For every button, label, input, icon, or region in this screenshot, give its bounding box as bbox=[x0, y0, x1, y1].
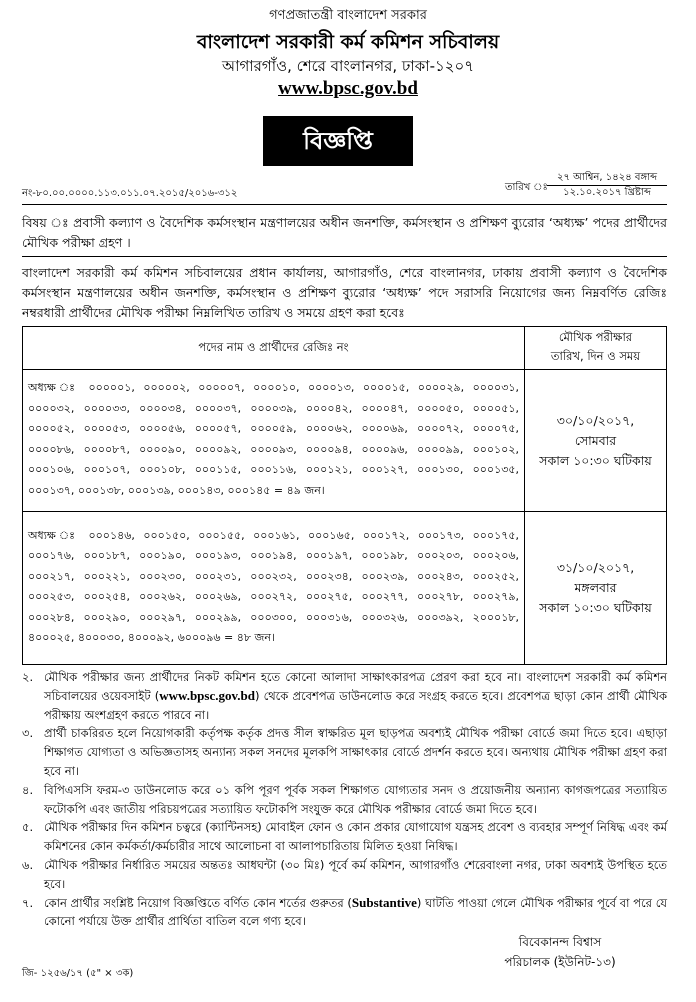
item-number: ৫. bbox=[22, 820, 34, 835]
column-header-date-line2: তারিখ, দিন ও সময় bbox=[550, 349, 641, 363]
item-emphasis: Substantive bbox=[351, 894, 417, 910]
item-text-part: মৌখিক পরীক্ষার জন্য প্রার্থীদের নিকট কমিশন হতে কোনো আলাদা সাক্ষাৎকারপত্র প্রেরণ করা হবে না। বাংলাদেশ সরকারী কর্ম কমিশন সচিবালয়ের ওয়েবসাইট ( bbox=[44, 670, 667, 703]
item-text-part: কোন প্রার্থীর সংশ্লিষ্ট নিয়োগ বিজ্ঞপ্তিতে বর্ণিত কোন শর্তের গুরুতর ( bbox=[44, 895, 352, 910]
item-text-part: ) ঘাটতি পাওয়া গেলে মৌখিক পরীক্ষার পূর্বে বা পরে যে কোনো পর্যায়ে উক্ত প্রার্থীর প্রার্থিতা বাতিল বলে গণ্য হবে। bbox=[44, 895, 667, 929]
divider bbox=[22, 256, 667, 257]
list-item bbox=[22, 724, 667, 780]
item-text: প্রার্থী চাকরিরত হলে নিয়োগকারী কর্তৃপক্ষ কর্তৃক প্রদত্ত সীল স্বাক্ষরিত মূল ছাড়পত্র অবশ্যই মৌখিক পরীক্ষা বোর্ডে জমা দিতে হবে। এছাড়া শিক্ষাগত যোগ্যতা ও অভিজ্ঞতাসহ অন্যান্য সকল সনদের মূলকপি সাক্ষাৎকার বোর্ডে প্রদর্শন করতে হবে। অন্যথায় মৌখিক পরীক্ষা গ্রহণ করা হবে না। bbox=[44, 726, 667, 778]
item-number: ৬. bbox=[22, 857, 34, 872]
subject-line: বিষয় ঃ প্রবাসী কল্যাণ ও বৈদেশিক কর্মসংস্থান মন্ত্রণালয়ের অধীন জনশক্তি, কর্মসংস্থান ও প্রশিক্ষণ ব্যুরোর ‘অধ্যক্ষ’ পদের প্রার্থীদের মৌখিক পরীক্ষা গ্রহণ । bbox=[22, 215, 667, 250]
item-text bbox=[44, 894, 667, 932]
list-item bbox=[22, 818, 667, 856]
memo-date bbox=[547, 171, 667, 200]
item-number: ৪. bbox=[22, 782, 34, 797]
item-text-part: ) থেকে প্রবেশপত্র ডাউনলোড করে সংগ্রহ করতে হবে। প্রবেশপত্র ছাড়া কোন প্রার্থী মৌখিক পরীক্ষায় অংশগ্রহণ করতে পারবে না। bbox=[44, 688, 667, 722]
organization-name: বাংলাদেশ সরকারী কর্ম কমিশন সচিবালয় bbox=[196, 31, 500, 53]
memo-number: নং-৮০.০০.০০০০.১১৩.০১১.০৭.২০১৫/২০১৬-৩১২ bbox=[22, 188, 238, 199]
table-header-row bbox=[23, 327, 667, 370]
column-header-date bbox=[525, 327, 667, 370]
list-item bbox=[22, 781, 667, 819]
item-number: ৩. bbox=[22, 726, 34, 741]
list-item bbox=[22, 668, 667, 724]
interview-time: সকাল ১০:৩০ ঘটিকায় bbox=[539, 600, 652, 615]
signatory-name: বিবেকানন্দ বিশ্বাস bbox=[518, 935, 602, 949]
interview-date: ৩০/১০/২০১৭, bbox=[556, 412, 635, 428]
column-header-candidates: পদের নাম ও প্রার্থীদের রেজিঃ নং bbox=[23, 327, 525, 370]
interview-schedule-cell bbox=[525, 370, 667, 512]
interview-date: ৩১/১০/২০১৭, bbox=[556, 560, 635, 575]
item-text: মৌখিক পরীক্ষার নির্ধারিত সময়ের অন্ততঃ আধঘন্টা (৩০ মিঃ) পূর্বে কর্ম কমিশন, আগারগাঁও শেরেবাংলা নগর, ঢাকা অবশ্যই উপস্থিত হতে হবে। bbox=[44, 857, 667, 891]
intro-paragraph: বাংলাদেশ সরকারী কর্ম কমিশন সচিবালয়ের প্রধান কার্যালয়, আগারগাঁও, শেরে বাংলানগর, ঢাকায় প্রবাসী কল্যাণ ও বৈদেশিক কর্মসংস্থান মন্ত্রণালয়ের অধীন জনশক্তি, কর্মসংস্থান ও প্রশিক্ষণ ব্যুরোর ‘অধ্যক্ষ’ পদে সরাসরি নিয়োগের জন্য নিম্নবর্ণিত রেজিঃ নম্বরধারী প্রার্থীদের মৌখিক পরীক্ষা নিম্নলিখিত তারিখ ও সময়ে গ্রহণ করা হবেঃ bbox=[22, 265, 667, 320]
instructions-list bbox=[22, 668, 667, 931]
signatory-designation: পরিচালক (ইউনিট-১৩) bbox=[504, 955, 616, 969]
interview-day: সোমবার bbox=[574, 432, 617, 448]
interview-time: সকাল ১০:৩০ ঘটিকায় bbox=[539, 452, 652, 468]
item-website[interactable]: www.bpsc.gov.bd bbox=[159, 687, 255, 703]
roll-numbers-cell: অধ্যক্ষ ঃ ০০০১৪৬, ০০০১৫০, ০০০১৫৫, ০০০১৬১, ০০০১৬৫, ০০০১৭২, ০০০১৭৩, ০০০১৭৫, ০০০১৭৬, ০০০১৮৭, ০০০১৯০, ০০০১৯৩, ০০০১৯৪, ০০০১৯৭, ০০০১৯৮, ০০০২০৩, ০০০২০৬, ০০০২১৭, ০০০২২১, ০০০২৩০, ০০০২৩১, ০০০২৩২, ০০০২৩৪, ০০০২৩৯, ০০০২৪৩, ০০০২৫২, ০০০২৫৩, ০০০২৫৪, ০০০২৬২, ০০০২৬৯, ০০০২৭২, ০০০২৭৫, ০০০২৭৭, ০০০২৭৮, ০০০২৭৯, ০০০২৮৪, ০০০২৯০, ০০০২৯৭, ০০০২৯৯, ০০০৩০০, ০০০৩১৬, ০০০৩২৬, ০০০৩৯২, ২০০০১৮, ৪০০০২৫, ৪০০০৩০, ৪০০০৯২, ৬০০০৯৬ = ৪৮ জন। bbox=[23, 512, 525, 665]
item-text bbox=[44, 668, 667, 724]
date-label: তারিখ ঃ bbox=[505, 182, 548, 193]
item-number: ৭. bbox=[22, 895, 34, 910]
date-english: ১২.১০.২০১৭ খ্রিষ্টাব্দ bbox=[547, 185, 667, 200]
interview-day: মঙ্গলবার bbox=[574, 580, 617, 595]
item-text: মৌখিক পরীক্ষার দিন কমিশন চত্বরে (ক্যান্টিনসহ) মোবাইল ফোন ও কোন প্রকার যোগাযোগ যন্ত্রসহ প্রবেশ ও ব্যবহার সম্পূর্ণ নিষিদ্ধ এবং কর্ম কমিশনের কোন কর্মকর্তা/কর্মচারীর সাথে আলোচনা বা আলাপচারিতায় মিলিত হওয়া নিষিদ্ধ। bbox=[44, 820, 667, 854]
footer-code: জি- ১২৫৬/১৭ (৫" × ৩ক) bbox=[22, 968, 134, 979]
divider bbox=[22, 204, 667, 205]
roll-numbers-cell: অধ্যক্ষ ঃ ০০০০০১, ০০০০০২, ০০০০০৭, ০০০০১০, ০০০০১৩, ০০০০১৫, ০০০০২৯, ০০০০৩১, ০০০০৩২, ০০০০৩৩, ০০০০৩৪, ০০০০৩৭, ০০০০৩৯, ০০০০৪২, ০০০০৪৭, ০০০০৫০, ০০০০৫১, ০০০০৫২, ০০০০৫৩, ০০০০৫৬, ০০০০৫৭, ০০০০৫৯, ০০০০৬২, ০০০০৬৯, ০০০০৭২, ০০০০৭৫, ০০০০৮৬, ০০০০৮৭, ০০০০৯০, ০০০০৯২, ০০০০৯৩, ০০০০৯৪, ০০০০৯৬, ০০০০৯৯, ০০০১০২, ০০০১০৬, ০০০১০৭, ০০০১০৮, ০০০১১৫, ০০০১১৬, ০০০১২১, ০০০১২৭, ০০০১৩০, ০০০১৩৫, ০০০১৩৭, ০০০১৩৮, ০০০১৩৯, ০০০১৪৩, ০০০১৪৫ = ৪৯ জন। bbox=[23, 370, 525, 512]
item-text: বিপিএসসি ফরম-৩ ডাউনলোড করে ০১ কপি পূরণ পূর্বক সকল শিক্ষাগত যোগ্যতার সনদ ও প্রয়োজনীয় অন্যান্য কাগজপত্রের সত্যায়িত ফটোকপি এবং জাতীয় পরিচয়পত্রের সত্যায়িত ফটোকপি সংযুক্ত করে মৌখিক পরীক্ষার বোর্ডে জমা দিতে হবে। bbox=[44, 782, 667, 816]
table-row bbox=[23, 512, 667, 665]
column-header-date-line1: মৌখিক পরীক্ষার bbox=[558, 330, 633, 344]
table-row bbox=[23, 370, 667, 512]
list-item bbox=[22, 856, 667, 894]
organization-address: আগারগাঁও, শেরে বাংলানগর, ঢাকা-১২০৭ bbox=[221, 57, 475, 75]
notice-title-banner: বিজ্ঞপ্তি bbox=[263, 116, 413, 166]
date-bangla: ২৭ আশ্বিন, ১৪২৪ বঙ্গাব্দ bbox=[556, 172, 657, 183]
government-name: গণপ্রজাতন্ত্রী বাংলাদেশ সরকার bbox=[269, 8, 427, 23]
website-link[interactable]: www.bpsc.gov.bd bbox=[278, 78, 418, 99]
interview-schedule-cell bbox=[525, 512, 667, 665]
item-number: ২. bbox=[22, 670, 34, 684]
schedule-table bbox=[22, 326, 667, 665]
list-item bbox=[22, 894, 667, 932]
